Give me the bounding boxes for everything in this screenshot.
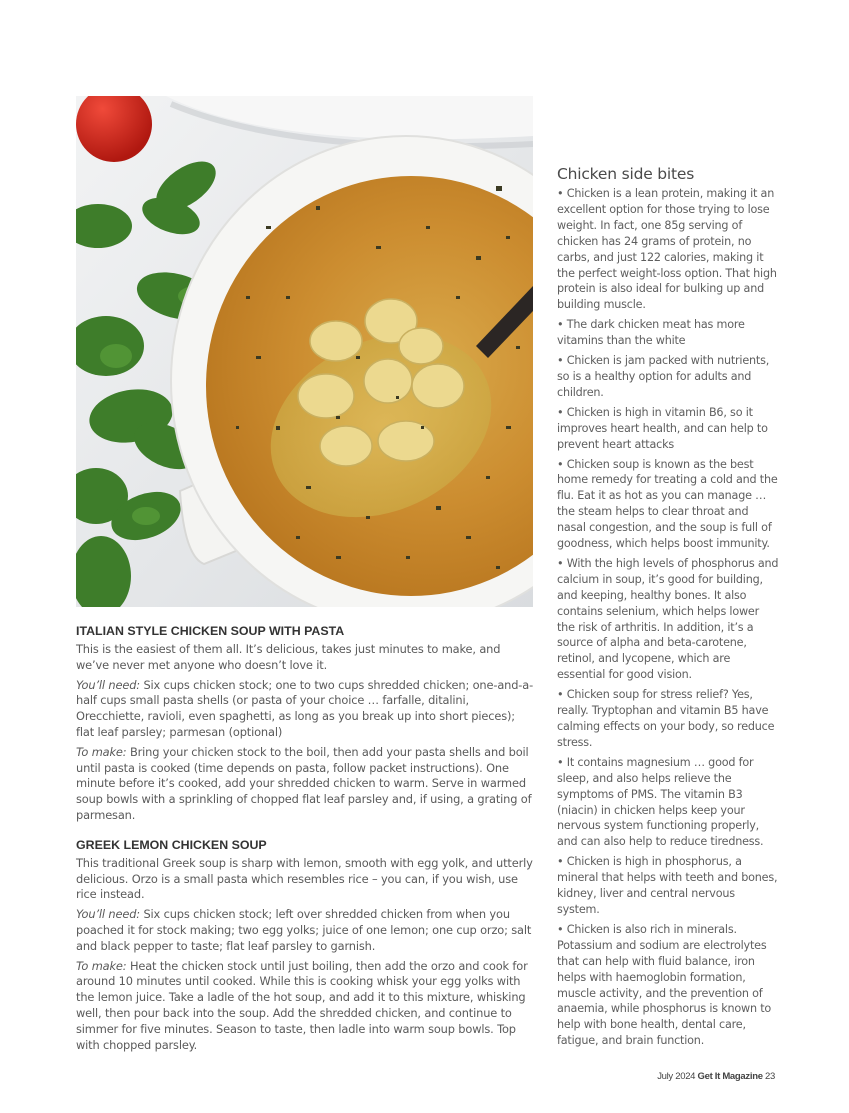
ingredients-label: You’ll need:: [76, 907, 140, 922]
bite-item: • The dark chicken meat has more vitamins than the white: [557, 317, 779, 349]
chicken-soup-image: [76, 96, 533, 607]
recipe-method: [76, 959, 536, 1054]
bite-item: • Chicken soup for stress relief? Yes, really. Tryptophan and vitamin B5 have calming effects on your body, so reduce stress.: [557, 687, 779, 751]
recipe-italian: [76, 624, 536, 824]
magazine-name: Get It Magazine: [697, 1071, 763, 1082]
page-footer: [657, 1071, 775, 1082]
recipe-greek: [76, 838, 536, 1054]
bite-item: • It contains magnesium … good for sleep, and also helps relieve the symptoms of PMS. The vitamin B3 (niacin) in chicken helps keep your nervous system functioning properly, and can also help to reduce tiredness.: [557, 755, 779, 850]
ingredients-text: Six cups chicken stock; left over shredded chicken from when you poached it for stock making; two egg yolks; juice of one lemon; one cup orzo; salt and black pepper to taste; flat leaf parsley to garnish.: [76, 907, 532, 953]
page-number: 23: [762, 1071, 775, 1082]
method-text: Bring your chicken stock to the boil, then add your pasta shells and boil until pasta is cooked (time depends on pasta, follow packet instructions). One minute before it’s cooked, add your shredded chicken to warm. Serve in warmed soup bowls with a sprinkling of chopped flat leaf parsley and, if using, a grating of parmesan.: [76, 744, 532, 822]
bite-item: • Chicken is also rich in minerals. Potassium and sodium are electrolytes that can help with fluid balance, iron helps with haemoglobin formation, muscle activity, and the prevention of anaemia, while phosphorus is known to help with bone health, dental care, fatigue, and brain function.: [557, 922, 779, 1049]
bite-item: • With the high levels of phosphorus and calcium in soup, it’s good for building, and keeping, healthy bones. It also contains selenium, which helps lower the risk of arthritis. In addition, it’s a source of alpha and beta-carotene, retinol, and lycopene, which are essential for good vision.: [557, 556, 779, 683]
ingredients-label: You’ll need:: [76, 677, 140, 692]
method-text: Heat the chicken stock until just boiling, then add the orzo and cook for around 10 minutes until cooked. While this is cooking whisk your egg yolks with the lemon juice. Take a ladle of the hot soup, and add it to this mixture, whisking well, then pour back into the soup. Add the shredded chicken, and continue to simmer for five minutes. Season to taste, then ladle into warm soup bowls. Top with chopped parsley.: [76, 958, 528, 1052]
sidebar-title: Chicken side bites: [557, 165, 695, 183]
soup-photo: [76, 96, 533, 607]
bite-item: • Chicken soup is known as the best home remedy for treating a cold and the flu. Eat it as hot as you can manage … the steam helps to clear throat and nasal congestion, and the soup is full of goodness, which helps boost immunity.: [557, 457, 779, 552]
method-label: To make:: [76, 958, 127, 973]
recipes-column: [76, 624, 536, 1057]
recipe-method: [76, 745, 536, 824]
recipe-ingredients: [76, 678, 536, 741]
recipe-intro: This traditional Greek soup is sharp with lemon, smooth with egg yolk, and utterly delicious. Orzo is a small pasta which resembles rice – you can, if you wish, use rice instead.: [76, 855, 533, 902]
recipe-title: ITALIAN STYLE CHICKEN SOUP WITH PASTA: [76, 624, 345, 638]
recipe-ingredients: [76, 907, 536, 954]
recipe-intro: This is the easiest of them all. It’s delicious, takes just minutes to make, and we’ve never met anyone who doesn’t love it.: [76, 642, 501, 672]
method-label: To make:: [76, 744, 127, 759]
bite-item: • Chicken is jam packed with nutrients, so is a healthy option for adults and children.: [557, 353, 779, 401]
bite-item: • Chicken is high in phosphorus, a mineral that helps with teeth and bones, kidney, liver and central nervous system.: [557, 854, 779, 918]
bite-item: • Chicken is high in vitamin B6, so it improves heart health, and can help to prevent heart attacks: [557, 405, 779, 453]
ingredients-text: Six cups chicken stock; one to two cups shredded chicken; one-and-a-half cups small pasta shells (or pasta of your choice … farfalle, ditalini, Orecchiette, ravioli, even spaghetti, as long as you break up into short pieces); flat leaf parsley; parmesan (optional): [76, 677, 534, 739]
bite-item: • Chicken is a lean protein, making it an excellent option for those trying to lose weight. In fact, one 85g serving of chicken has 24 grams of protein, no carbs, and just 122 calories, making it the perfect weight-loss option. That high protein is also ideal for bulking up and building muscle.: [557, 186, 779, 313]
recipe-title: GREEK LEMON CHICKEN SOUP: [76, 837, 267, 852]
issue-date: July 2024: [657, 1071, 698, 1082]
side-bites-column: [557, 164, 779, 1053]
